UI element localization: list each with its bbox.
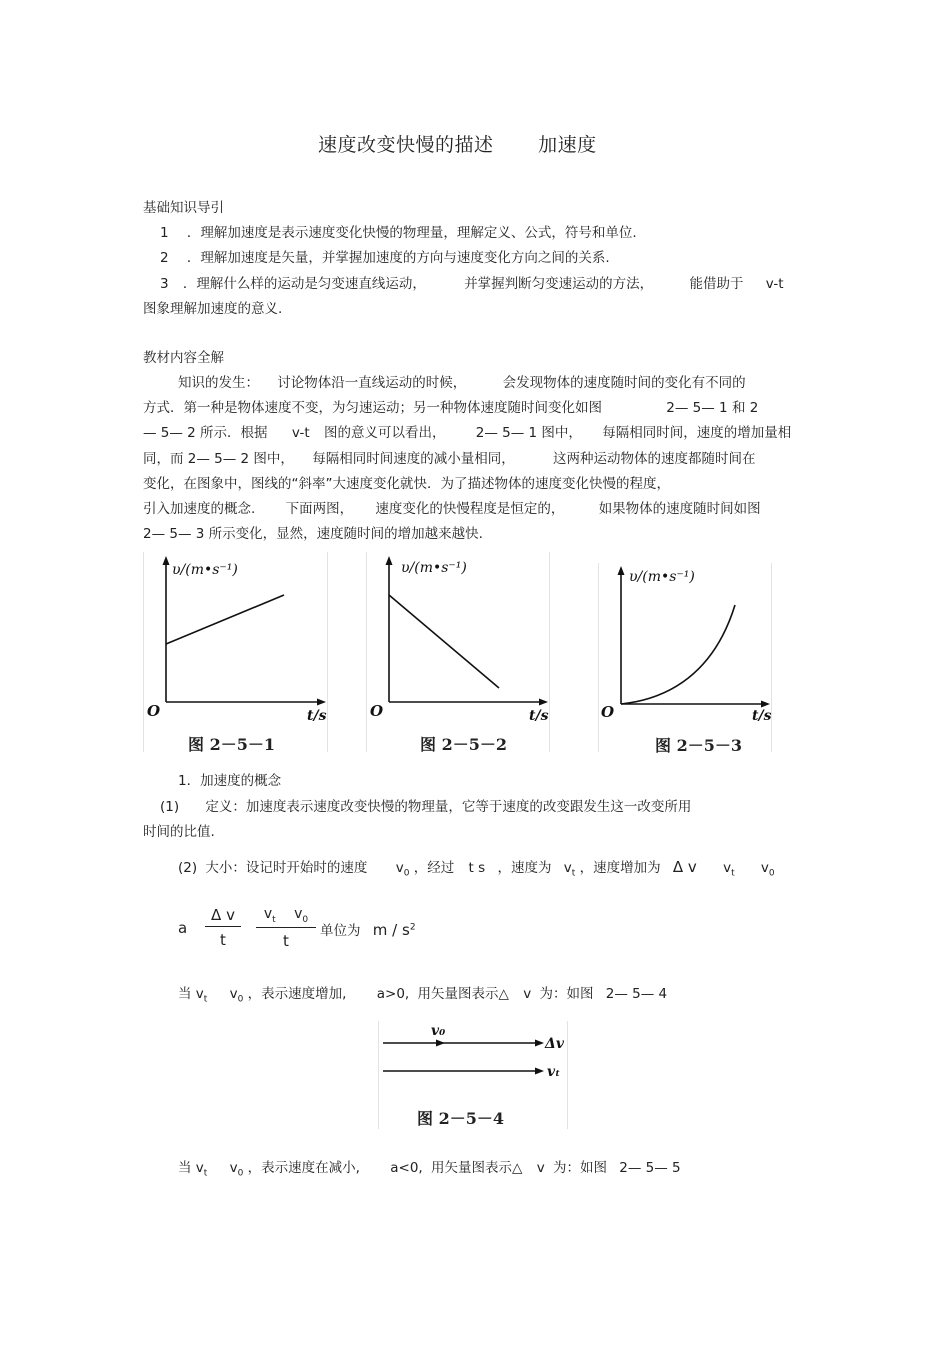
figure-2-5-3 [598, 563, 772, 755]
origin-label: O [370, 702, 384, 720]
item-text: ．理解什么样的运动是匀变速直线运动， [182, 276, 426, 292]
case-text: 当 [178, 1160, 192, 1176]
v0-symbol [395, 860, 410, 879]
dv-arrowhead [535, 1040, 544, 1047]
vt-symbol [563, 860, 576, 879]
text-span: 会发现物体的速度随时间的变化有不同的 [502, 375, 746, 391]
x-axis-label: t/s [307, 708, 327, 724]
case-text: 当 [178, 986, 192, 1002]
symbol-sub: 0 [237, 994, 244, 1005]
fraction-denominator: t [283, 931, 289, 950]
section-heading-content: 教材内容全解 [143, 350, 224, 366]
symbol-sub: t [203, 994, 208, 1005]
text-span: 下面两图， [285, 501, 354, 517]
symbol-v: v [229, 986, 238, 1002]
item-number: 2 [160, 250, 169, 266]
formula-fraction-1 [205, 906, 241, 949]
x-axis-arrow [539, 699, 548, 706]
fraction-numerator: Δ v [211, 906, 235, 924]
paragraph-line [143, 472, 670, 492]
symbol-v: v [195, 1160, 204, 1176]
figure-2-5-4 [378, 1021, 568, 1129]
vt-arrowhead [535, 1068, 544, 1075]
y-axis-label: υ/(m•s⁻¹) [401, 560, 467, 576]
item-text: 能借助于 [689, 276, 744, 292]
text-span: 速度变化的快慢程度是恒定的， [375, 501, 565, 517]
size-text: ，速度为 [497, 860, 552, 876]
case-text: ，表示速度增加, [247, 986, 347, 1002]
origin-label: O [601, 703, 615, 721]
case-decrease-line [178, 1156, 681, 1179]
case-text: 为：如图 [539, 986, 594, 1002]
size-number: (2) [178, 860, 198, 876]
vt-symbol [195, 986, 208, 1005]
origin-label: O [147, 702, 161, 720]
text-span: 变化，在图象中，图线的“斜率”大速度变化就快．为了描述物体的速度变化快慢的程度， [143, 476, 670, 492]
case-text: 用矢量图表示△ [431, 1160, 523, 1176]
symbol-v: v [760, 860, 769, 876]
definition-line: 时间的比值. [143, 824, 215, 840]
x-axis-label: t/s [529, 708, 549, 724]
unit-value: m / s [372, 921, 410, 939]
case-increase-line [178, 982, 667, 1005]
text-span: 图的意义可以看出， [323, 425, 446, 441]
item-number: 1 [160, 225, 169, 241]
text-span: 讨论物体沿一直线运动的时候， [277, 375, 467, 391]
formula-fraction-2 [256, 906, 316, 950]
x-axis-arrow [317, 699, 326, 706]
figure-caption: 图 2－5－1 [188, 735, 275, 754]
symbol-sub: t [571, 868, 576, 879]
figure-graph [367, 552, 549, 752]
item-text: v-t [765, 276, 784, 292]
graph-line [389, 595, 499, 688]
title-sub: 加速度 [538, 134, 597, 156]
ts-symbol: t s [468, 860, 486, 876]
v0-symbol [229, 986, 244, 1005]
symbol-v: v [263, 906, 273, 922]
page-title [318, 130, 597, 157]
symbol-v: v [229, 1160, 238, 1176]
symbol-v: v [395, 860, 404, 876]
figure-caption: 图 2－5－2 [420, 735, 507, 754]
figure-ref: 2— 5— 5 [619, 1160, 681, 1176]
size-text: ，速度增加为 [579, 860, 661, 876]
text-span: 同，而 2— 5— 2 图中， [143, 451, 294, 467]
v0-symbol [760, 860, 775, 879]
x-axis-arrow [761, 701, 770, 708]
delta-v-symbol: Δ v [672, 858, 697, 876]
text-span: 2— 5— 1 图中， [475, 425, 582, 441]
graph-curve [621, 605, 735, 704]
figure-graph [144, 552, 327, 752]
figure-2-5-1 [143, 552, 328, 752]
definition-line [160, 795, 691, 815]
figure-caption: 图 2－5－3 [655, 736, 742, 755]
paragraph-line [143, 421, 791, 441]
y-axis-label: υ/(m•s⁻¹) [172, 562, 238, 578]
figure-ref: 2— 5— 4 [605, 986, 668, 1002]
symbol-sub: t [731, 868, 735, 879]
symbol-sub: 0 [768, 868, 775, 879]
title-main: 速度改变快慢的描述 [318, 134, 494, 156]
concept-heading: 1．加速度的概念 [178, 773, 282, 789]
item-text: ．理解加速度是表示速度变化快慢的物理量，理解定义、公式，符号和单位. [186, 225, 637, 241]
vt-symbol [723, 860, 735, 879]
symbol-v: v [195, 986, 204, 1002]
case-text: 用矢量图表示△ [417, 986, 509, 1002]
text-span: v-t [291, 425, 310, 441]
symbol-sub: 0 [237, 1168, 244, 1179]
formula-unit [320, 919, 416, 939]
text-span: 方式．第一种是物体速度不变，为匀速运动；另一种物体速度随时间变化如图 [143, 400, 602, 416]
figure-caption: 图 2－5－4 [417, 1109, 504, 1128]
text-span: 2— 5— 3 所示变化，显然，速度随时间的增加越来越快. [143, 526, 483, 542]
fraction-denominator: t [220, 931, 226, 949]
list-item [160, 246, 610, 266]
item-number: 3 [160, 276, 169, 292]
def-text: 定义：加速度表示速度改变快慢的物理量，它等于速度的改变跟发生这一改变所用 [205, 799, 692, 815]
x-axis-label: t/s [752, 708, 771, 724]
y-axis-arrow [386, 556, 393, 565]
unit-label: 单位为 [320, 923, 361, 939]
size-text: ，经过 [413, 860, 455, 876]
list-item [160, 272, 784, 292]
case-condition: a>0, [376, 986, 410, 1002]
size-text: 大小：设记时开始时的速度 [205, 860, 368, 876]
symbol-v: v [563, 860, 572, 876]
symbol-sub: 0 [403, 868, 410, 879]
text-span: 引入加速度的概念. [143, 501, 256, 517]
symbol-v: v [294, 906, 303, 922]
paragraph-line [143, 497, 761, 517]
paragraph-line [143, 522, 483, 542]
item-text: ．理解加速度是矢量，并掌握加速度的方向与速度变化方向之间的关系. [186, 250, 610, 266]
symbol-v: v [536, 1160, 545, 1176]
y-axis-arrow [618, 566, 625, 575]
text-span: 每隔相同时间，速度的增加量相 [602, 425, 792, 441]
figure-graph [599, 563, 771, 752]
y-axis-label: υ/(m•s⁻¹) [629, 569, 695, 585]
figure-2-5-2 [366, 552, 550, 752]
text-span: 每隔相同时间速度的减小量相同， [312, 451, 515, 467]
def-number: (1) [160, 799, 180, 815]
symbol-sub: t [272, 914, 276, 925]
text-span: 如果物体的速度随时间如图 [598, 501, 761, 517]
text-span: 知识的发生： [178, 375, 259, 391]
paragraph-line [143, 396, 758, 416]
paragraph-line [178, 371, 746, 391]
vt-symbol [195, 1160, 208, 1179]
case-condition: a<0, [390, 1160, 423, 1176]
size-line [178, 856, 775, 879]
symbol-v: v [723, 860, 732, 876]
dv-label: Δv [545, 1036, 564, 1052]
symbol-sub: t [203, 1168, 208, 1179]
text-span: 2— 5— 1 和 2 [666, 400, 759, 416]
graph-line [166, 595, 284, 644]
fraction-numerator [256, 906, 316, 927]
paragraph-line [143, 447, 756, 467]
text-span: — 5— 2 所示．根据 [143, 425, 268, 441]
text-span: 这两种运动物体的速度都随时间在 [553, 451, 756, 467]
vt-label: vₜ [547, 1064, 561, 1080]
symbol-v: v [523, 986, 532, 1002]
unit-sup: 2 [409, 922, 416, 933]
case-text: 为：如图 [553, 1160, 607, 1176]
v0-label: v₀ [431, 1023, 446, 1039]
list-item-continuation: 图象理解加速度的意义. [143, 301, 283, 317]
item-text: 并掌握判断匀变速运动的方法， [464, 276, 654, 292]
list-item [160, 221, 637, 241]
case-text: ，表示速度在减小, [247, 1160, 360, 1176]
symbol-sub: 0 [302, 914, 309, 925]
section-heading-basics: 基础知识导引 [143, 200, 224, 216]
v0-symbol [229, 1160, 244, 1179]
y-axis-arrow [163, 556, 170, 565]
formula-a: a [178, 919, 188, 937]
